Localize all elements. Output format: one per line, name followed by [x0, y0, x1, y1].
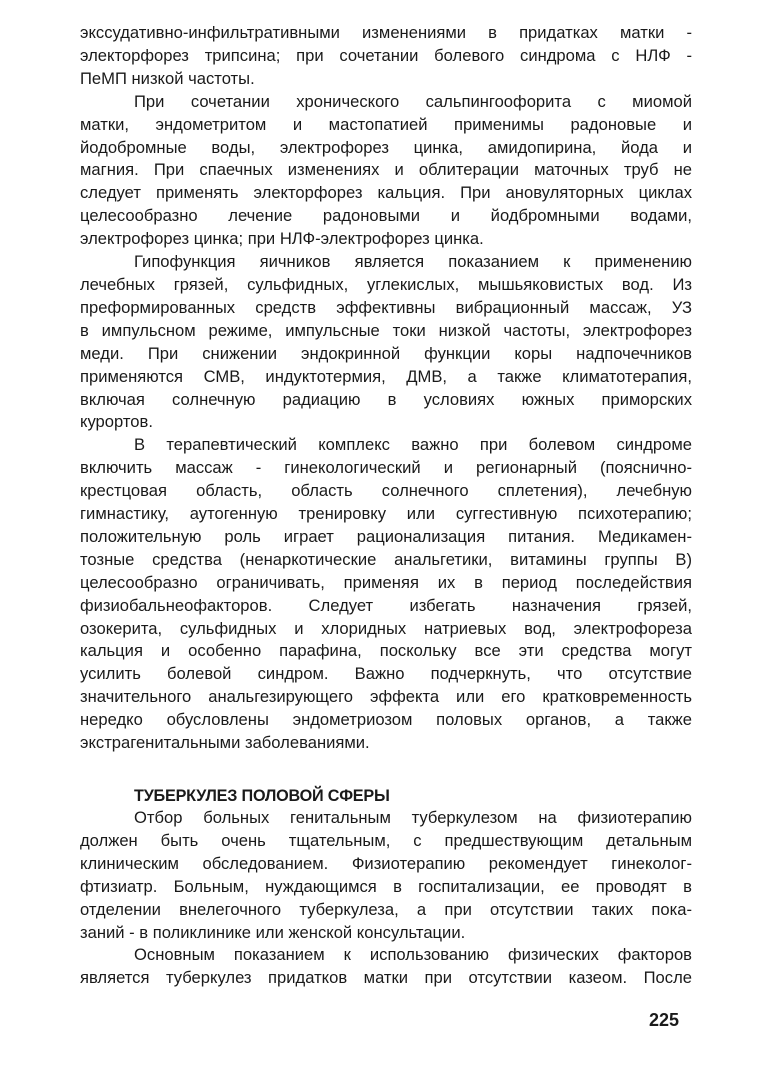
text-line: включить массаж - гинекологический и регионарный (пояснично-	[80, 458, 692, 478]
text-line: усилить болевой синдром. Важно подчеркнуть, что отсутствие	[80, 664, 692, 684]
text-line: Гипофункция яичников является показанием к применению	[134, 252, 692, 272]
text-line: применяются СМВ, индуктотермия, ДМВ, а также климатотерапия,	[80, 366, 692, 386]
text-line: экстрагенитальными заболеваниями.	[80, 733, 370, 753]
text-line: физиобальнеофакторов. Следует избегать назначения грязей,	[80, 595, 692, 615]
text-line: кальция и особенно парафина, поскольку все эти средства могут	[80, 641, 692, 661]
text-line: ПеМП низкой частоты.	[80, 68, 255, 88]
text-line: нередко обусловлены эндометриозом половых органов, а также	[80, 710, 692, 730]
text-block-after-heading	[80, 807, 692, 990]
page-number: 225	[649, 1010, 680, 1030]
text-line: йодобромные воды, электрофорез цинка, амидопирина, йода и	[80, 137, 692, 157]
text-line: Отбор больных генитальным туберкулезом на физиотерапию	[134, 808, 692, 827]
page-body	[80, 22, 692, 990]
paragraph	[80, 251, 692, 434]
text-line: озокерита, сульфидных и хлоридных натриевых вод, электрофореза	[80, 618, 692, 638]
text-line: тозные средства (ненаркотические анальгетики, витамины группы В)	[80, 549, 692, 569]
text-line: лечебных грязей, сульфидных, углекислых, мышьяковистых вод. Из	[80, 274, 692, 294]
paragraph	[80, 944, 692, 990]
text-line: целесообразно лечение радоновыми и йодбромными водами,	[80, 206, 692, 226]
text-line: должен быть очень тщательным, с предшествующим детальным	[80, 830, 692, 850]
text-line: значительного анальгезирующего эффекта или его кратковременность	[80, 687, 692, 707]
text-line: заний - в поликлинике или женской консультации.	[80, 922, 466, 942]
text-line: электорфорез трипсина; при сочетании болевого синдрома с НЛФ -	[80, 45, 692, 65]
text-line: следует применять электорфорез кальция. При ановуляторных циклах	[80, 183, 692, 203]
text-line: курортов.	[80, 412, 153, 432]
text-line: отделении внелегочного туберкулеза, а при отсутствии таких пока-	[80, 899, 692, 919]
text-line: клиническим обследованием. Физиотерапию рекомендует гинеколог-	[80, 853, 692, 873]
text-line: В терапевтический комплекс важно при болевом синдроме	[134, 435, 692, 455]
text-line: является туберкулез придатков матки при отсутствии казеом. После	[80, 968, 692, 988]
text-line: преформированных средств эффективны вибрационный массаж, УЗ	[80, 297, 692, 317]
text-line: При сочетании хронического сальпингоофорита с миомой	[134, 91, 692, 111]
text-line: Основным показанием к использованию физических факторов	[134, 945, 692, 965]
text-line: фтизиатр. Больным, нуждающимся в госпитализации, ее проводят в	[80, 876, 692, 896]
text-line: меди. При снижении эндокринной функции коры надпочечников	[80, 343, 692, 363]
text-block-before-heading	[80, 22, 692, 755]
paragraph	[80, 434, 692, 755]
paragraph	[80, 807, 692, 944]
text-line: крестцовая область, область солнечного сплетения), лечебную	[80, 481, 692, 501]
text-line: электрофорез цинка; при НЛФ-электрофорез цинка.	[80, 229, 484, 249]
text-line: матки, эндометритом и мастопатией применимы радоновые и	[80, 114, 692, 134]
text-line: в импульсном режиме, импульсные токи низкой частоты, электрофорез	[80, 320, 692, 340]
paragraph	[80, 91, 692, 251]
text-line: целесообразно ограничивать, применяя их в период последействия	[80, 572, 692, 592]
text-line: гимнастику, аутогенную тренировку или суггестивную психотерапию;	[80, 504, 692, 524]
section-heading: ТУБЕРКУЛЕЗ ПОЛОВОЙ СФЕРЫ	[134, 787, 390, 805]
spacer	[80, 755, 692, 785]
text-line: экссудативно-инфильтративными изменениями в придатках матки -	[80, 23, 692, 42]
text-line: положительную роль играет рационализация питания. Медикамен-	[80, 526, 692, 546]
text-line: включая солнечную радиацию в условиях южных приморских	[80, 389, 692, 409]
text-line: магния. При спаечных изменениях и облитерации маточных труб не	[80, 160, 692, 180]
paragraph	[80, 22, 692, 91]
